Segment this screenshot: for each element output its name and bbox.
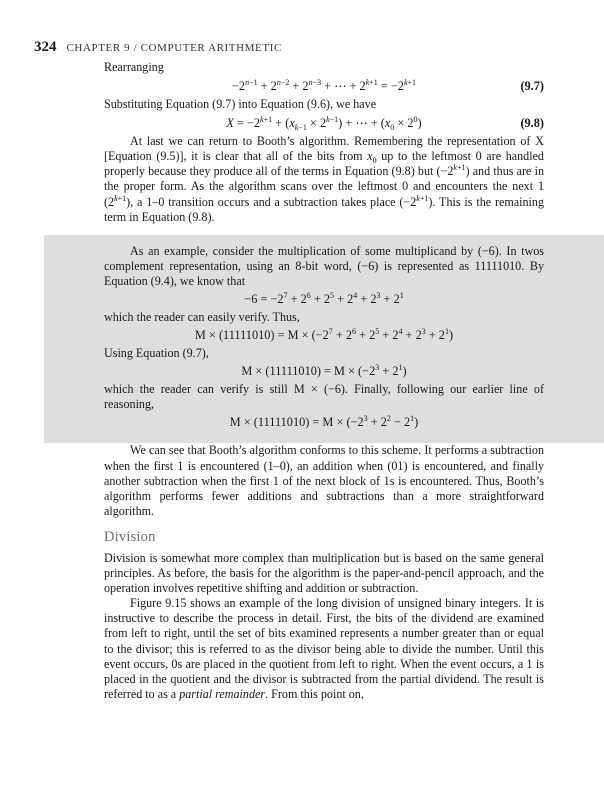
- example-reasoning-text: which the reader can verify is still M × (−6). Finally, following our earlier line of reasoning,: [104, 382, 544, 412]
- example-equation-4: $M \times (11111010) = M \times (-2^3 + 2^2 - 2^1)$: [229, 414, 419, 430]
- example-box: [44, 235, 604, 444]
- equation-9-8: [104, 112, 544, 134]
- example-verify-text: which the reader can easily verify. Thus,: [104, 310, 300, 325]
- division-paragraph-2: Figure 9.15 shows an example of the long division of unsigned binary integers. It is instructive to describe the process in detail. First, the bits of the dividend are examined from left to right, until the set of bits examined represents a number greater than or equal to the divisor; this is referred to as the divisor being able to divide the number. Until this event occurs, 0s are placed in the quotient from left to right. When the event occurs, a 1 is placed in the quotient and the divisor is subtracted from the partial dividend. The result is referred to as a partial remainder. From this point on,: [104, 596, 544, 701]
- chapter-title: CHAPTER 9 / COMPUTER ARITHMETIC: [66, 42, 282, 54]
- equation-9-8-number: (9.8): [520, 116, 544, 131]
- page-number: 324: [34, 39, 57, 55]
- substituting-text: Substituting Equation (9.7) into Equation (9.6), we have: [104, 97, 377, 112]
- example-intro: As an example, consider the multiplication of some multiplicand by (−6). In twos complement representation, using an 8-bit word, (−6) is represented as 11111010. By Equation (9.4), we know that: [104, 243, 544, 288]
- division-heading: Division: [104, 528, 156, 545]
- equation-9-7-number: (9.7): [520, 79, 544, 94]
- running-header: [34, 38, 282, 56]
- booth-conforms-paragraph: We can see that Booth’s algorithm conforms to this scheme. It performs a subtraction when the first 1 is encountered (1–0), an addition when (01) is encountered, and finally another subtraction when the first 1 of the next block of 1s is encountered. Thus, Booth’s algorithm performs fewer additions and subtractions than a more straightforward algorithm.: [104, 443, 544, 518]
- equation-9-7-expression: $-2^{n-1} + 2^{n-2} + 2^{n-3}$ + ⋯ + $2^{k+1} = -2^{k+1}$: [231, 78, 417, 94]
- page-body: [104, 60, 544, 702]
- booth-return-paragraph: At last we can return to Booth’s algorithm. Remembering the representation of X [Equation (9.5)], it is clear that all of the bits from $x_0$ up to the leftmost 0 are handled properly because they produce all of the terms in Equation (9.8) but $(-2^{k+1})$ and thus are in the proper form. As the algorithm scans over the leftmost 0 and encounters the next 1 $(2^{k+1})$, a 1–0 transition occurs and a subtraction takes place $(-2^{k+1})$. This is the remaining term in Equation (9.8).: [104, 134, 544, 224]
- equation-9-8-expression: $X = -2^{k+1} + (x_{k-1} \times 2^{k-1})$ + ⋯ + $(x_0 \times 2^0)$: [226, 115, 422, 133]
- division-paragraph-1: Division is somewhat more complex than multiplication but is based on the same general principles. As before, the basis for the algorithm is the paper-and-pencil approach, and the operation involves repetitive shifting and addition or subtraction.: [104, 550, 544, 596]
- example-equation-2: $M \times (11111010) = M \times (-2^7 + 2^6 + 2^5 + 2^4 + 2^3 + 2^1)$: [194, 327, 454, 343]
- equation-9-7: [104, 75, 544, 97]
- example-equation-1: $-6 = -2^7 + 2^6 + 2^5 + 2^4 + 2^3 + 2^1$: [244, 291, 404, 307]
- example-equation-3: $M \times (11111010) = M \times (-2^3 + 2^1)$: [241, 363, 407, 379]
- rearranging-label: Rearranging: [104, 60, 164, 74]
- example-using-text: Using Equation (9.7),: [104, 346, 209, 361]
